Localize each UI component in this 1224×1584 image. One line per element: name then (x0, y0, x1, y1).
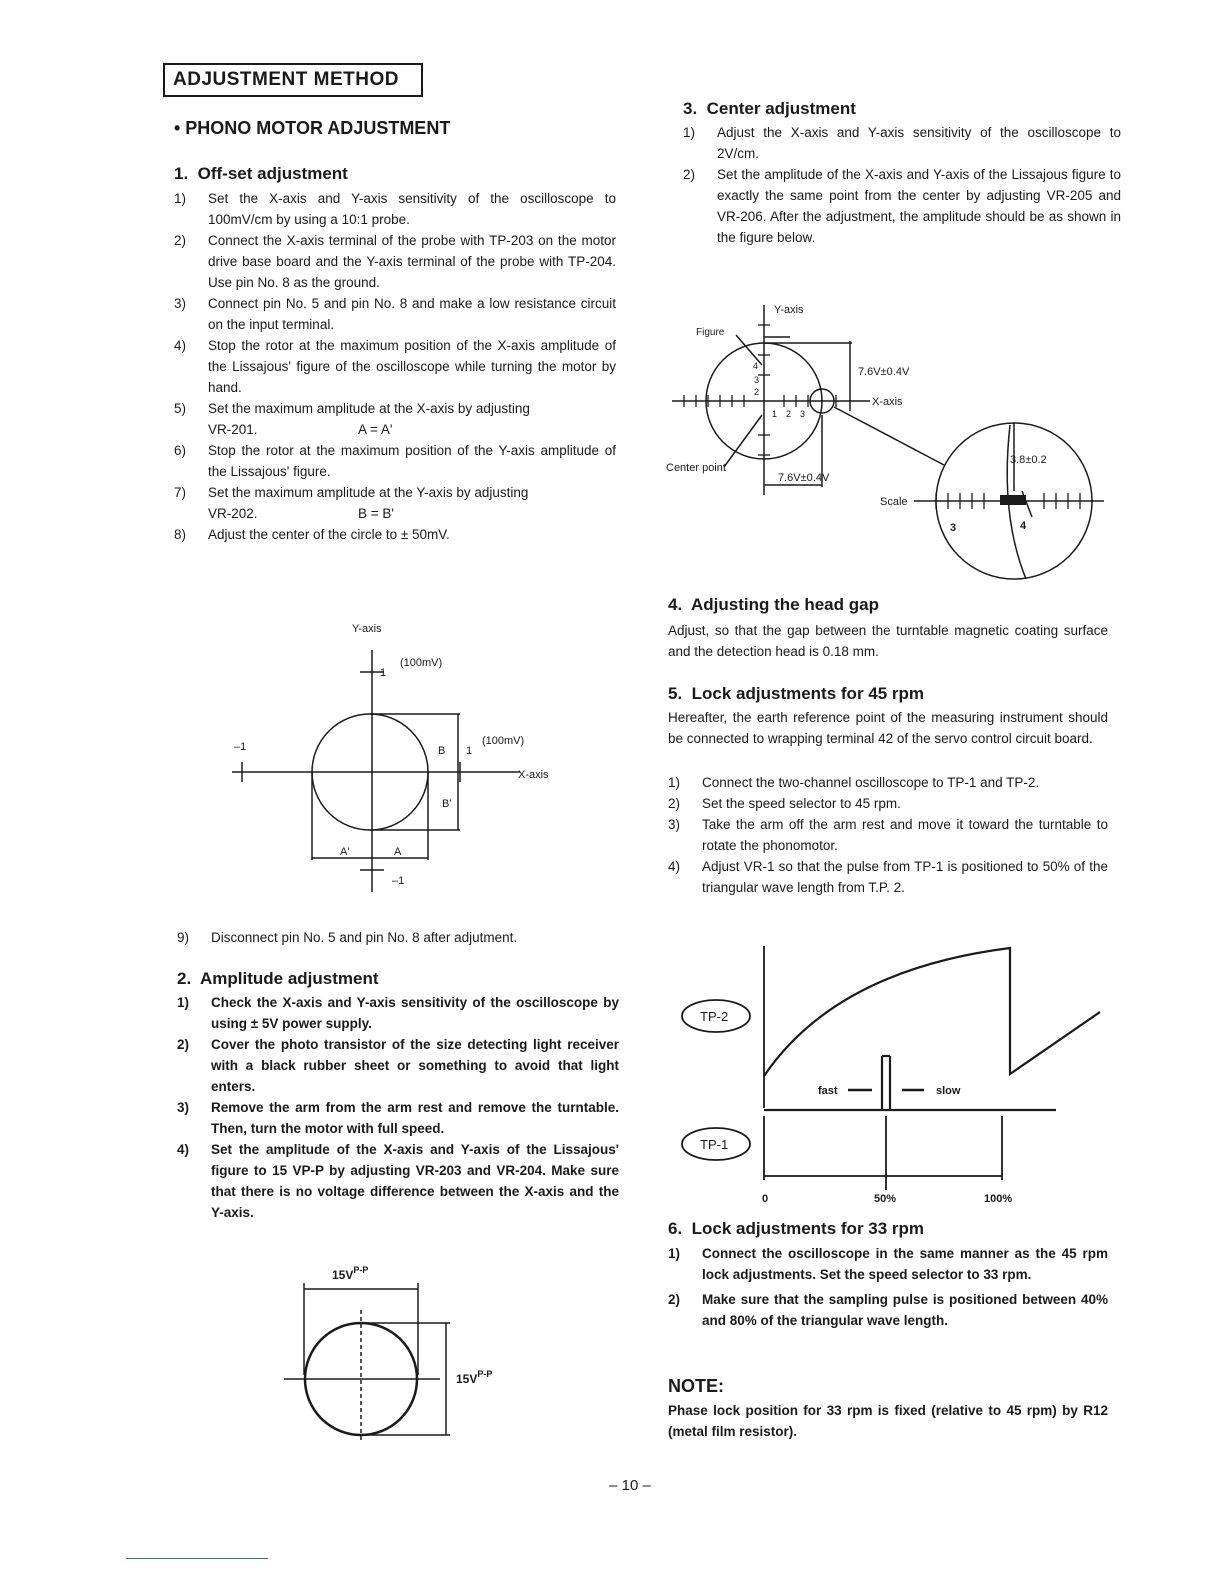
svg-text:7.6V±0.4V: 7.6V±0.4V (778, 472, 830, 484)
s1-title: Off-set adjustment (197, 164, 348, 183)
s2-step: 1) Check the X-axis and Y-axis sensitivity of the oscilloscope by using ± 5V power supply. (177, 995, 619, 1031)
s3-steps (683, 122, 1121, 248)
note-text: Phase lock position for 33 rpm is fixed (relative to 45 rpm) by R12 (metal film resistor). (668, 1403, 1108, 1439)
s5-step: 4) Adjust VR-1 so that the pulse from TP-1 is positioned to 50% of the triangular wave length from T.P. 2. (668, 859, 1108, 895)
s1-step: 7) Set the maximum amplitude at the Y-axis by adjusting VR-202. B = B' (174, 485, 529, 521)
s5-steps (668, 772, 1108, 898)
svg-text:15VP-P: $15V^{P-P}$ (332, 1265, 369, 1282)
center-figure (660, 295, 1120, 585)
s1-num: 1. (174, 164, 189, 183)
svg-text:(100mV): (100mV) (400, 657, 443, 669)
bottom-divider (126, 1558, 268, 1559)
svg-text:A': A' (340, 846, 350, 858)
waveform-figure (676, 940, 1116, 1210)
svg-text:3.8±0.2: 3.8±0.2 (1010, 454, 1047, 466)
s3-title: Center adjustment (706, 99, 856, 118)
s3-step: 2) Set the amplitude of the X-axis and Y-axis of the Lissajous figure to exactly the same point from the center by adjusting VR-205 and VR-206. After the adjustment, the amplitude should be as shown in the figure below. (683, 167, 1121, 245)
svg-text:3: 3 (800, 409, 806, 419)
svg-text:X-axis: X-axis (872, 396, 903, 408)
svg-text:Scale: Scale (880, 496, 908, 508)
svg-text:TP-2: TP-2 (700, 1009, 729, 1024)
s1-step: 3) Connect pin No. 5 and pin No. 8 and make a low resistance circuit on the input terminal. (174, 296, 616, 332)
s2-step: 2) Cover the photo transistor of the size detecting light receiver with a black rubber sheet or something to avoid that light enters. (177, 1037, 619, 1094)
svg-text:fast: fast (818, 1085, 838, 1097)
page-number: – 10 – (609, 1477, 651, 1494)
svg-text:2: 2 (786, 409, 792, 419)
s1-heading (174, 164, 348, 184)
s2-step: 3) Remove the arm from the arm rest and remove the turntable. Then, turn the motor with full speed. (177, 1100, 619, 1136)
s1-step: 6) Stop the rotor at the maximum position of the Y-axis amplitude of the Lissajous' figure. (174, 443, 616, 479)
s6-step: 1) Connect the oscilloscope in the same manner as the 45 rpm lock adjustments. Set the speed selector to 33 rpm. (668, 1246, 1108, 1282)
svg-text:1: 1 (466, 745, 473, 757)
s5-step: 3) Take the arm off the arm rest and move it toward the turntable to rotate the phonomotor. (668, 817, 1108, 853)
s5-heading: 5. Lock adjustments for 45 rpm (668, 684, 925, 703)
s6-heading: 6. Lock adjustments for 33 rpm (668, 1219, 925, 1238)
s1-step: 2) Connect the X-axis terminal of the probe with TP-203 on the motor drive base board and the Y-axis terminal of the probe with TP-204. Use pin No. 8 as the ground. (174, 233, 616, 290)
svg-text:4: 4 (753, 361, 759, 371)
svg-text:50%: 50% (874, 1193, 897, 1205)
s2-title: Amplitude adjustment (200, 969, 379, 988)
svg-text:A: A (394, 846, 402, 858)
main-heading: • PHONO MOTOR ADJUSTMENT (174, 118, 451, 138)
amplitude-figure (270, 1255, 530, 1445)
svg-text:(100mV): (100mV) (482, 735, 525, 747)
svg-text:0: 0 (762, 1193, 769, 1205)
svg-text:3: 3 (950, 522, 957, 534)
s3-heading: 3. Center adjustment (683, 99, 856, 118)
svg-text:7.6V±0.4V: 7.6V±0.4V (858, 366, 910, 378)
s4-title: Adjusting the head gap (691, 595, 879, 614)
note-title: NOTE: (668, 1376, 724, 1396)
svg-text:4: 4 (1020, 520, 1027, 532)
svg-text:Center point: Center point (666, 462, 726, 474)
svg-text:B': B' (442, 798, 452, 810)
s6-title: Lock adjustments for 33 rpm (691, 1219, 925, 1238)
s5-step: 1) Connect the two-channel oscilloscope to TP-1 and TP-2. (668, 775, 1040, 790)
s2-steps (177, 992, 619, 1223)
svg-text:15VP-P: $15V^{P-P}$ (456, 1369, 493, 1386)
s1-step-9: 9) Disconnect pin No. 5 and pin No. 8 after adjutment. (177, 930, 518, 945)
s6-step: 2) Make sure that the sampling pulse is positioned between 40% and 80% of the triangular wave length. (668, 1292, 1108, 1328)
s1-step: 8) Adjust the center of the circle to ± 50mV. (174, 527, 450, 542)
svg-text:slow: slow (936, 1085, 961, 1097)
s1-step: 5) Set the maximum amplitude at the X-axis by adjusting VR-201. A = A' (174, 401, 530, 437)
s6-steps (668, 1243, 1108, 1331)
svg-text:1: 1 (772, 409, 778, 419)
s1-step: 1) Set the X-axis and Y-axis sensitivity of the oscilloscope to 100mV/cm by using a 10:1 probe. (174, 191, 616, 227)
s5-title: Lock adjustments for 45 rpm (691, 684, 925, 703)
s1-steps (174, 188, 616, 545)
svg-text:–1: –1 (392, 875, 405, 887)
svg-text:Figure: Figure (696, 327, 725, 338)
offset-figure (220, 610, 600, 910)
s5-step: 2) Set the speed selector to 45 rpm. (668, 796, 901, 811)
s2-heading: 2. Amplitude adjustment (177, 969, 379, 988)
tp2-wave (764, 948, 1100, 1076)
svg-text:TP-1: TP-1 (700, 1137, 729, 1152)
svg-text:100%: 100% (984, 1193, 1013, 1205)
svg-text:X-axis: X-axis (518, 769, 549, 781)
svg-text:Y-axis: Y-axis (774, 304, 804, 316)
s2-step: 4) Set the amplitude of the X-axis and Y-axis of the Lissajous' figure to 15 VP-P by adjusting VR-203 and VR-204. Make sure that there is no voltage difference between the X-axis and the Y-axis. (177, 1142, 619, 1220)
fig1-y-axis: Y-axis (352, 623, 382, 635)
svg-text:B: B (438, 745, 446, 757)
svg-text:2: 2 (754, 387, 760, 397)
page-title: ADJUSTMENT METHOD (163, 63, 423, 97)
s5-intro: Hereafter, the earth reference point of the measuring instrument should be connected to wrapping terminal 42 of the servo control circuit board. (668, 710, 1108, 746)
svg-text:–1: –1 (234, 741, 247, 753)
s1-step: 4) Stop the rotor at the maximum position of the X-axis amplitude of the Lissajous' figure of the oscilloscope while turning the motor by hand. (174, 338, 616, 395)
s4-text: Adjust, so that the gap between the turntable magnetic coating surface and the detection head is 0.18 mm. (668, 623, 1108, 659)
s4-heading: 4. Adjusting the head gap (668, 595, 879, 614)
svg-text:3: 3 (754, 375, 760, 385)
svg-text:1: 1 (380, 667, 387, 679)
s3-step: 1) Adjust the X-axis and Y-axis sensitivity of the oscilloscope to 2V/cm. (683, 125, 1121, 161)
